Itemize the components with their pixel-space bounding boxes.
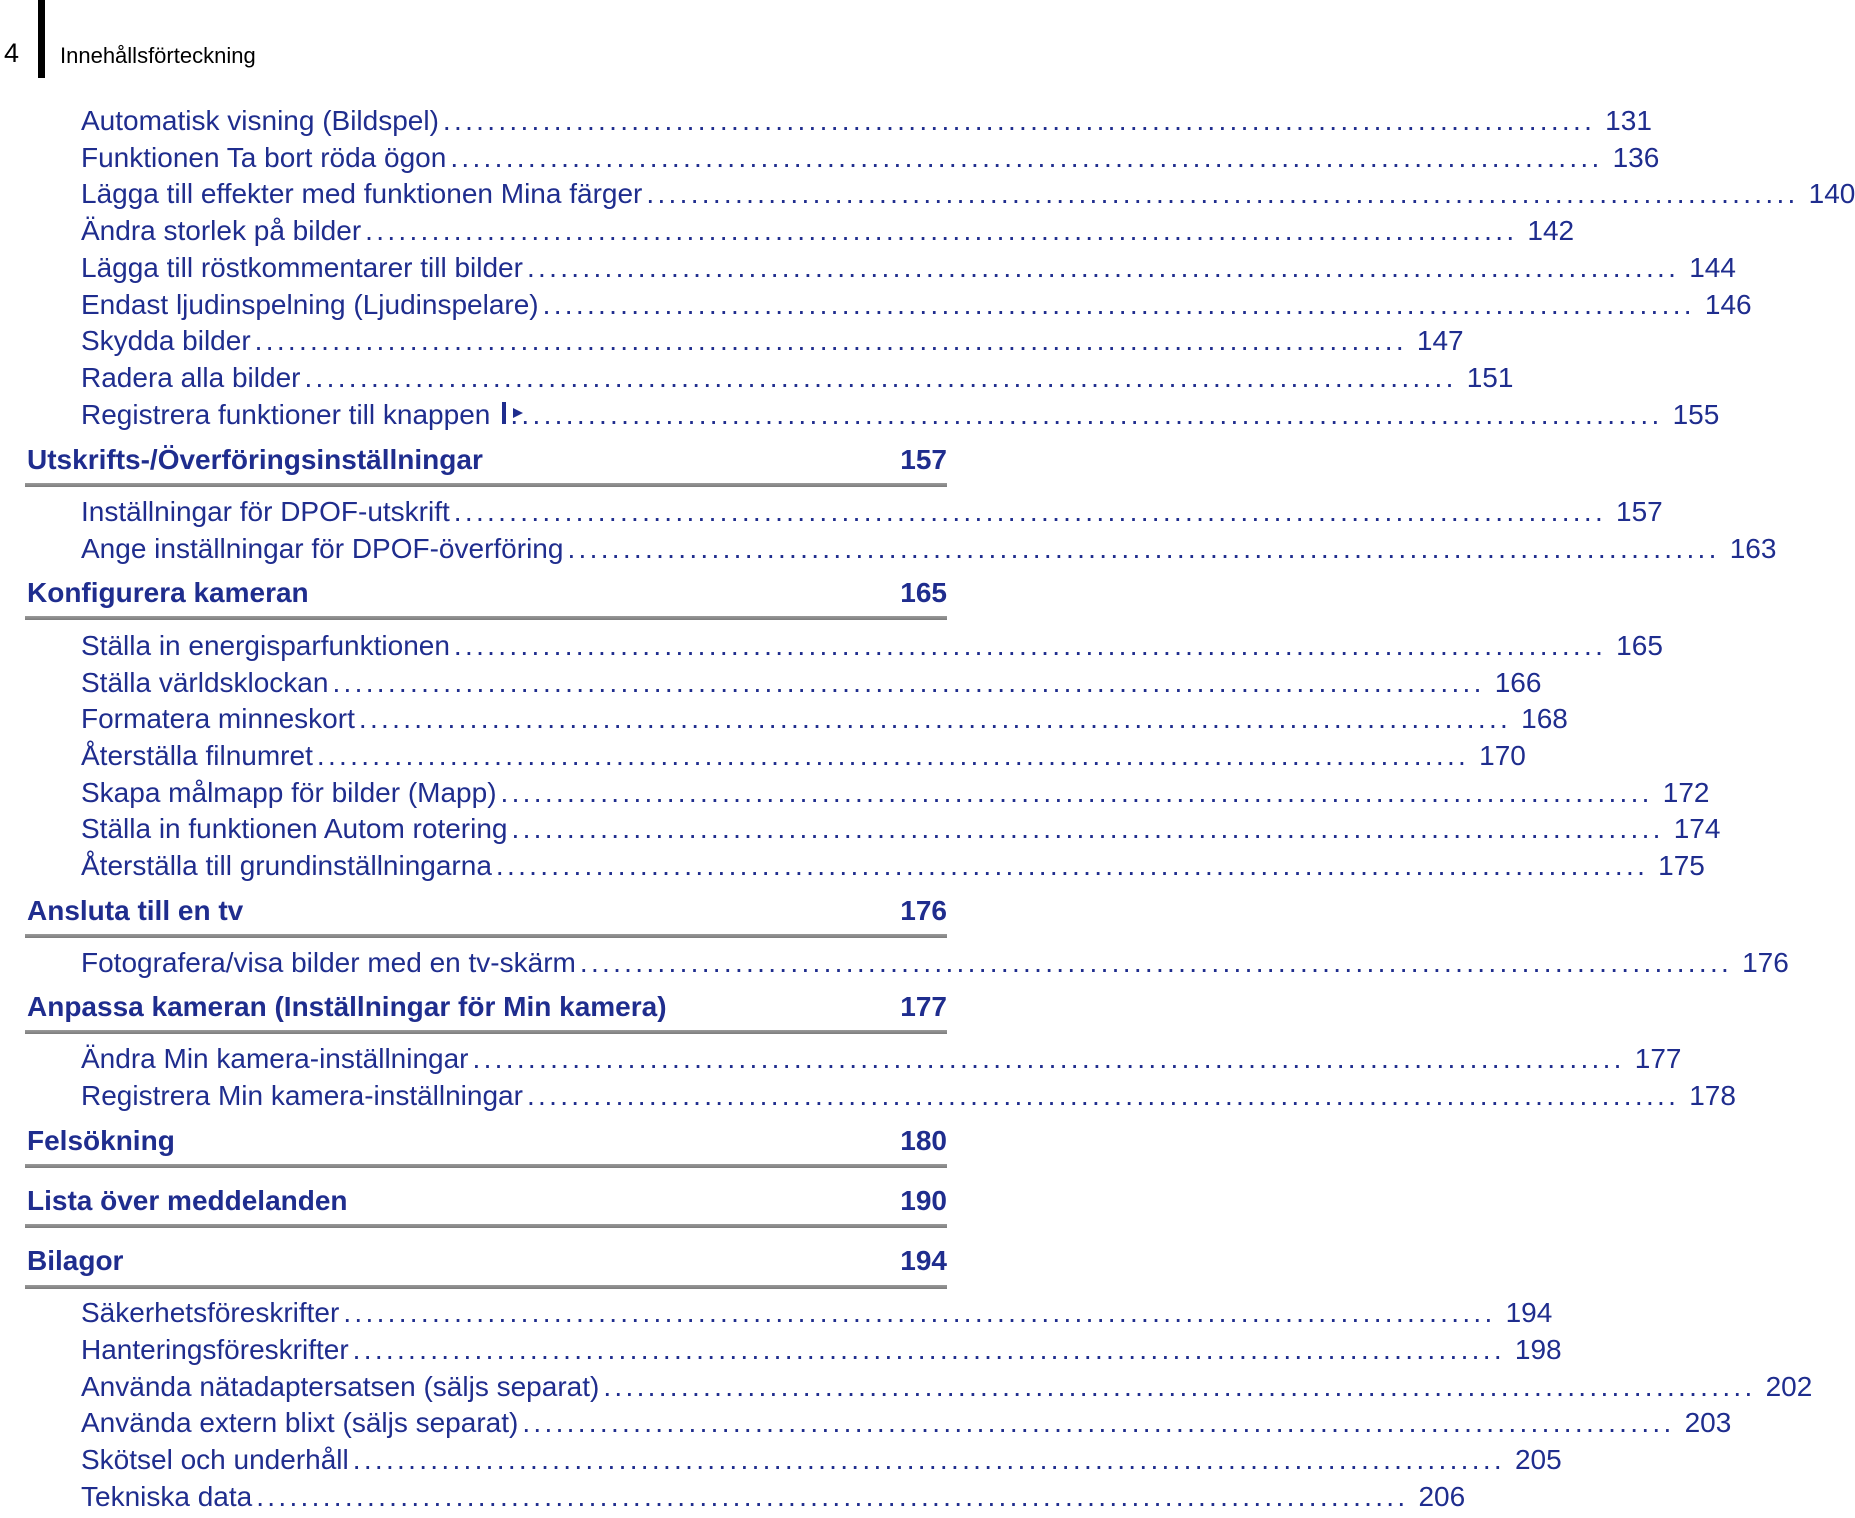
entry-page: 140	[1808, 178, 1855, 209]
entry-page: 131	[1605, 105, 1652, 136]
page-number: 4	[4, 38, 20, 68]
toc-entry[interactable]	[81, 176, 1855, 212]
entry-label: Registrera funktioner till knappen	[81, 399, 491, 430]
dot-leader: ........................................................................................................	[453, 630, 1607, 661]
toc-entry[interactable]	[81, 701, 1568, 737]
entry-label: Ändra Min kamera-inställningar	[81, 1043, 469, 1074]
toc-entry[interactable]	[81, 1295, 1553, 1331]
entry-page: 198	[1514, 1334, 1562, 1365]
toc-section[interactable]	[27, 892, 947, 930]
entry-label: Ställa världsklockan	[81, 667, 329, 698]
entry-label: Säkerhetsföreskrifter	[81, 1297, 340, 1328]
entry-page: 155	[1672, 399, 1720, 430]
entry-label: Radera alla bilder	[81, 362, 301, 393]
entry-page: 166	[1494, 667, 1542, 698]
play-button-icon	[502, 402, 506, 424]
entry-label: Skydda bilder	[81, 325, 251, 356]
entry-page: 202	[1765, 1371, 1813, 1402]
entry-page: 151	[1466, 362, 1514, 393]
entry-page: 178	[1689, 1080, 1736, 1111]
dot-leader: ........................................................................................................	[365, 215, 1518, 246]
toc-entry[interactable]	[81, 1479, 1466, 1515]
entry-label: Lägga till röstkommentarer till bilder	[81, 252, 523, 283]
entry-label: Återställa till grundinställningarna	[81, 850, 492, 881]
toc-entry[interactable]	[81, 287, 1752, 323]
toc-section[interactable]	[27, 574, 947, 612]
toc-entry[interactable]	[81, 1442, 1562, 1478]
entry-label: Återställa filnumret	[81, 740, 313, 771]
toc-entry[interactable]	[81, 1369, 1813, 1405]
dot-leader: ........................................................................................................	[542, 289, 1695, 320]
toc-section[interactable]	[27, 988, 947, 1026]
entry-page: 146	[1704, 289, 1752, 320]
dot-leader: ........................................................................................................	[526, 1080, 1680, 1111]
entry-label: Formatera minneskort	[81, 703, 355, 734]
section-divider	[25, 616, 947, 620]
dot-leader: ........................................................................................................	[453, 496, 1607, 527]
toc-entry[interactable]	[81, 323, 1464, 359]
entry-page: 147	[1416, 325, 1464, 356]
section-page: 157	[900, 444, 947, 475]
toc-entry[interactable]	[81, 1405, 1732, 1441]
toc-entry[interactable]	[81, 140, 1660, 176]
section-divider	[25, 1285, 947, 1289]
toc-entry[interactable]	[81, 1332, 1562, 1368]
dot-leader: ........................................................................................................	[343, 1297, 1496, 1328]
entry-label: Ställa in energisparfunktionen	[81, 630, 450, 661]
section-label: Lista över meddelanden	[27, 1185, 348, 1216]
section-label: Anpassa kameran (Inställningar för Min kamera)	[27, 991, 667, 1022]
section-page: 177	[900, 991, 947, 1022]
section-page: 165	[900, 577, 947, 608]
entry-label: Endast ljudinspelning (Ljudinspelare)	[81, 289, 539, 320]
toc-entry[interactable]	[81, 848, 1705, 884]
entry-page: 174	[1673, 813, 1721, 844]
dot-leader: ........................................................................................................	[526, 252, 1680, 283]
toc-entry[interactable]	[81, 945, 1789, 981]
entry-label: Automatisk visning (Bildspel)	[81, 105, 439, 136]
dot-leader: ........................................................................................................	[358, 703, 1512, 734]
entry-page: 177	[1634, 1043, 1682, 1074]
entry-label: Skapa målmapp för bilder (Mapp)	[81, 777, 497, 808]
entry-label: Ändra storlek på bilder	[81, 215, 362, 246]
toc-entry[interactable]	[81, 360, 1514, 396]
toc-entry[interactable]	[81, 1041, 1682, 1077]
entry-page: 176	[1742, 947, 1789, 978]
dot-leader: ........................................................................................................	[511, 813, 1664, 844]
dot-leader: ........................................................................................................	[254, 325, 1407, 356]
toc-entry[interactable]	[81, 738, 1526, 774]
section-label: Ansluta till en tv	[27, 895, 244, 926]
section-page: 194	[900, 1245, 947, 1276]
toc-entry[interactable]	[81, 665, 1542, 701]
header-title: Innehållsförteckning	[60, 43, 256, 68]
toc-entry[interactable]	[81, 103, 1652, 139]
entry-page: 194	[1505, 1297, 1553, 1328]
section-divider	[25, 483, 947, 487]
section-divider	[25, 1224, 947, 1228]
entry-label: Tekniska data	[81, 1481, 253, 1512]
entry-label: Använda extern blixt (säljs separat)	[81, 1407, 519, 1438]
toc-section[interactable]	[27, 1182, 947, 1220]
toc-entry[interactable]	[81, 531, 1777, 567]
entry-page: 157	[1616, 496, 1663, 527]
entry-label: Hanteringsföreskrifter	[81, 1334, 349, 1365]
entry-label: Funktionen Ta bort röda ögon	[81, 142, 447, 173]
entry-label: Använda nätadaptersatsen (säljs separat)	[81, 1371, 600, 1402]
entry-page: 168	[1521, 703, 1568, 734]
entry-page: 136	[1612, 142, 1660, 173]
section-page: 180	[900, 1125, 947, 1156]
dot-leader: ........................................................................................................	[510, 399, 1663, 430]
entry-page: 203	[1684, 1407, 1732, 1438]
dot-leader: ........................................................................................................	[256, 1481, 1409, 1512]
entry-page: 170	[1479, 740, 1526, 771]
section-page: 190	[900, 1185, 947, 1216]
section-divider	[25, 1030, 947, 1034]
dot-leader: ........................................................................................................	[472, 1043, 1625, 1074]
entry-label: Inställningar för DPOF-utskrift	[81, 496, 450, 527]
entry-page: 144	[1689, 252, 1736, 283]
toc-entry[interactable]	[81, 1078, 1736, 1114]
entry-page: 205	[1514, 1444, 1562, 1475]
entry-page: 163	[1729, 533, 1777, 564]
toc-entry[interactable]	[81, 811, 1721, 847]
dot-leader: ........................................................................................................	[352, 1334, 1505, 1365]
dot-leader: ........................................................................................................	[567, 533, 1720, 564]
entry-page: 165	[1616, 630, 1663, 661]
entry-label: Lägga till effekter med funktionen Mina färger	[81, 178, 643, 209]
toc-section[interactable]	[27, 1122, 947, 1160]
toc-entry[interactable]	[81, 775, 1710, 811]
entry-label: Ställa in funktionen Autom rotering	[81, 813, 508, 844]
toc-section[interactable]	[27, 1242, 947, 1280]
toc-section[interactable]	[27, 441, 947, 479]
dot-leader: ........................................................................................................	[450, 142, 1603, 173]
entry-label: Registrera Min kamera-inställningar	[81, 1080, 523, 1111]
entry-label: Skötsel och underhåll	[81, 1444, 349, 1475]
dot-leader: ........................................................................................................	[522, 1407, 1675, 1438]
dot-leader: ........................................................................................................	[500, 777, 1653, 808]
dot-leader: ........................................................................................................	[332, 667, 1485, 698]
dot-leader: ........................................................................................................	[352, 1444, 1505, 1475]
toc-entry[interactable]	[81, 628, 1663, 664]
dot-leader: ........................................................................................................	[495, 850, 1649, 881]
dot-leader: ........................................................................................................	[646, 178, 1799, 209]
dot-leader: ........................................................................................................	[603, 1371, 1756, 1402]
toc-entry[interactable]	[81, 397, 1720, 433]
entry-page: 206	[1418, 1481, 1466, 1512]
toc-entry[interactable]	[81, 213, 1575, 249]
section-divider	[25, 934, 947, 938]
entry-label: Fotografera/visa bilder med en tv-skärm	[81, 947, 576, 978]
section-label: Konfigurera kameran	[27, 577, 309, 608]
dot-leader: ........................................................................................................	[304, 362, 1457, 393]
toc-entry[interactable]	[81, 494, 1663, 530]
dot-leader: ........................................................................................................	[316, 740, 1470, 771]
entry-page: 142	[1527, 215, 1575, 246]
section-label: Bilagor	[27, 1245, 124, 1276]
dot-leader: ........................................................................................................	[442, 105, 1596, 136]
dot-leader: ........................................................................................................	[579, 947, 1733, 978]
section-label: Felsökning	[27, 1125, 175, 1156]
entry-page: 175	[1658, 850, 1705, 881]
section-page: 176	[900, 895, 947, 926]
section-label: Utskrifts-/Överföringsinställningar	[27, 444, 483, 475]
entry-label: Ange inställningar för DPOF-överföring	[81, 533, 564, 564]
toc-entry[interactable]	[81, 250, 1736, 286]
section-divider	[25, 1164, 947, 1168]
entry-page: 172	[1662, 777, 1710, 808]
